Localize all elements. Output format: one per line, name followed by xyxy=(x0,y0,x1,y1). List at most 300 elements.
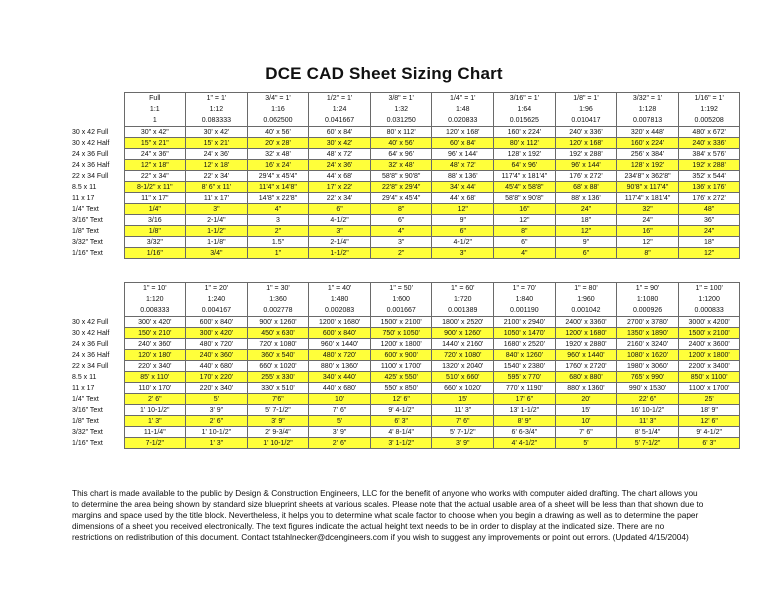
table-cell: 12' 6" xyxy=(678,416,740,427)
table-cell: 6" xyxy=(494,237,556,248)
table-cell: 24" xyxy=(678,226,740,237)
scale-header-cell: 1" = 10' xyxy=(124,283,186,295)
table-cell: 1200' x 1680' xyxy=(309,317,371,328)
table-cell: 96' x 144' xyxy=(555,160,617,171)
table-cell: 9' 4-1/2" xyxy=(370,405,432,416)
table-cell: 1500' x 2100' xyxy=(370,317,432,328)
table-cell: 120' x 168' xyxy=(555,138,617,149)
table-row xyxy=(72,204,740,215)
scale-header-cell: 1" = 90' xyxy=(617,283,679,295)
table-cell: 1' 10-1/2" xyxy=(186,427,248,438)
table-cell: 8-1/2" x 11" xyxy=(124,182,186,193)
scale-header-cell: 1:840 xyxy=(494,294,556,305)
scale-header-cell: 1/16" = 1' xyxy=(678,93,740,105)
table-row xyxy=(72,339,740,350)
table-cell: 24" x 36" xyxy=(124,149,186,160)
header-row xyxy=(72,294,740,305)
row-label: 1/16" Text xyxy=(72,249,103,257)
table-cell: 5' xyxy=(309,416,371,427)
table-cell: 17' 6" xyxy=(494,394,556,405)
table-cell: 480' x 720' xyxy=(186,339,248,350)
table-cell: 765' x 990' xyxy=(617,372,679,383)
table-cell: 11' 3" xyxy=(432,405,494,416)
table-cell: 60' x 84' xyxy=(432,138,494,149)
table-cell: 24" xyxy=(617,215,679,226)
scale-header-cell: 1" = 1' xyxy=(186,93,248,105)
table-cell: 17' x 22' xyxy=(309,182,371,193)
table-cell: 330' x 510' xyxy=(247,383,309,394)
table-cell: 1540' x 2380' xyxy=(494,361,556,372)
table-cell: 5' xyxy=(186,394,248,405)
table-cell: 16' 10-1/2" xyxy=(617,405,679,416)
table-cell: 1440' x 2160' xyxy=(432,339,494,350)
row-label: 1/8" Text xyxy=(72,417,99,425)
table-cell: 18' 9" xyxy=(678,405,740,416)
scale-header-cell: 1/2" = 1' xyxy=(309,93,371,105)
header-corner xyxy=(72,294,124,305)
scale-header-cell: 0.002083 xyxy=(309,305,371,317)
scale-header-cell: 1" = 50' xyxy=(370,283,432,295)
table-cell: 60' x 84' xyxy=(309,127,371,138)
scale-header-cell: 0.010417 xyxy=(555,115,617,127)
table-cell: 3/32" xyxy=(124,237,186,248)
table-cell: 352' x 544' xyxy=(678,171,740,182)
scale-header-cell: 1" = 70' xyxy=(494,283,556,295)
table-row xyxy=(72,350,740,361)
table-cell: 22'8" x 29'4" xyxy=(370,182,432,193)
table-cell: 40' x 56' xyxy=(247,127,309,138)
table-cell: 3/16 xyxy=(124,215,186,226)
header-row xyxy=(72,104,740,115)
table-cell: 4-1/2" xyxy=(309,215,371,226)
scale-header-cell: 1:24 xyxy=(309,104,371,115)
scale-header-cell: 0.041667 xyxy=(309,115,371,127)
table-cell: 80' x 112' xyxy=(370,127,432,138)
table-cell: 2' 6" xyxy=(309,438,371,449)
scale-header-cell: 1:240 xyxy=(186,294,248,305)
row-label: 1/4" Text xyxy=(72,205,99,213)
table-cell: 8" xyxy=(617,248,679,259)
table-cell: 3' 9" xyxy=(247,416,309,427)
row-label: 24 x 36 Full xyxy=(72,150,109,158)
table-cell: 1100' x 1700' xyxy=(678,383,740,394)
table-cell: 12" xyxy=(555,226,617,237)
table-cell: 4" xyxy=(370,226,432,237)
table-row xyxy=(72,438,740,449)
table-cell: 2' 6" xyxy=(186,416,248,427)
table-cell: 32' x 48' xyxy=(370,160,432,171)
table-cell: 240' x 336' xyxy=(555,127,617,138)
table-cell: 240' x 336' xyxy=(678,138,740,149)
scale-header-cell: 1:960 xyxy=(555,294,617,305)
table-cell: 192' x 288' xyxy=(678,160,740,171)
header-row xyxy=(72,115,740,127)
scale-header-cell: 0.004167 xyxy=(186,305,248,317)
table-cell: 450' x 630' xyxy=(247,328,309,339)
table-cell: 11" x 17" xyxy=(124,193,186,204)
table-cell: 1760' x 2720' xyxy=(555,361,617,372)
table-cell: 5' 7-1/2" xyxy=(432,427,494,438)
scale-header-cell: 0.000926 xyxy=(617,305,679,317)
table-cell: 3/4" xyxy=(186,248,248,259)
scale-header-cell: 1:96 xyxy=(555,104,617,115)
row-label: 22 x 34 Full xyxy=(72,362,109,370)
scale-header-cell: 0.000833 xyxy=(678,305,740,317)
table-row xyxy=(72,416,740,427)
table-cell: 22' 6" xyxy=(617,394,679,405)
table-cell: 30' x 42' xyxy=(186,127,248,138)
table-cell: 850' x 1100' xyxy=(678,372,740,383)
table-cell: 2" xyxy=(247,226,309,237)
table-cell: 11'4" x 14'8" xyxy=(247,182,309,193)
table-cell: 48" xyxy=(678,204,740,215)
table-cell: 8' 9" xyxy=(494,416,556,427)
table-cell: 6' 3" xyxy=(678,438,740,449)
table-cell: 425' x 550' xyxy=(370,372,432,383)
table-cell: 300' x 420' xyxy=(186,328,248,339)
table-cell: 3" xyxy=(309,226,371,237)
scale-header-cell: 0.001190 xyxy=(494,305,556,317)
table-row xyxy=(72,138,740,149)
row-label: 24 x 36 Half xyxy=(72,351,110,359)
table-cell: 600' x 840' xyxy=(186,317,248,328)
table-cell: 2700' x 3780' xyxy=(617,317,679,328)
table-cell: 1200' x 1800' xyxy=(370,339,432,350)
table-cell: 1200' x 1680' xyxy=(555,328,617,339)
table-cell: 88' x 136' xyxy=(432,171,494,182)
table-cell: 85' x 110' xyxy=(124,372,186,383)
scale-header-cell: 0.015625 xyxy=(494,115,556,127)
scale-header-cell: 0.031250 xyxy=(370,115,432,127)
table-cell: 880' x 1360' xyxy=(309,361,371,372)
table-cell: 1500' x 2100' xyxy=(678,328,740,339)
table-cell: 6' 6-3/4" xyxy=(494,427,556,438)
table-cell: 7' 6" xyxy=(432,416,494,427)
table-cell: 24' x 36' xyxy=(309,160,371,171)
row-label: 24 x 36 Half xyxy=(72,161,110,169)
table-cell: 1/8" xyxy=(124,226,186,237)
scale-header-cell: 1:480 xyxy=(309,294,371,305)
scale-table-architectural xyxy=(72,92,740,259)
table-cell: 720' x 1080' xyxy=(247,339,309,350)
table-cell: 58'8" x 90'8" xyxy=(494,193,556,204)
table-cell: 384' x 576' xyxy=(678,149,740,160)
table-cell: 1' 3" xyxy=(124,416,186,427)
table-cell: 15' xyxy=(432,394,494,405)
scale-header-cell: 0.001042 xyxy=(555,305,617,317)
table-cell: 2400' x 3360' xyxy=(555,317,617,328)
table-cell: 11' x 17' xyxy=(186,193,248,204)
scale-header-cell: Full xyxy=(124,93,186,105)
row-label: 1/16" Text xyxy=(72,439,103,447)
table-cell: 900' x 1260' xyxy=(432,328,494,339)
row-label: 30 x 42 Half xyxy=(72,329,110,337)
table-cell: 40' x 56' xyxy=(370,138,432,149)
table-cell: 7' 6" xyxy=(309,405,371,416)
table-cell: 150' x 210' xyxy=(124,328,186,339)
table-cell: 1-1/2" xyxy=(186,226,248,237)
table-cell: 6" xyxy=(309,204,371,215)
scale-header-cell: 0.001667 xyxy=(370,305,432,317)
table-cell: 128' x 192' xyxy=(494,149,556,160)
table-row xyxy=(72,237,740,248)
disclaimer-note: This chart is made available to the public by Design & Construction Engineers, LLC for the benefit of anyone who works with computer aided drafting. The chart allows you to determine the area being shown by standard size blueprint sheets at various scales. Please note that the actual usable area of a sheet will be less than that shown due to margins and space used by the title block. Nevertheless, it helps you to determine what scale factor to choose when you begin a drawing as well as to determine the paper dimensions of a sheet you received electronically. The text figures indicate the actual height text needs to be in order to display at the indicated size. There are no restrictions on redistribution of this document. Contact tstahlnecker@dcengineers.com if you wish to suggest any improvements or point out errors. (Updated 4/15/2004) xyxy=(72,488,704,542)
table-cell: 15' xyxy=(555,405,617,416)
table-cell: 120' x 168' xyxy=(432,127,494,138)
table-cell: 1350' x 1890' xyxy=(617,328,679,339)
table-cell: 660' x 1020' xyxy=(247,361,309,372)
header-corner xyxy=(72,115,124,127)
scale-header-cell: 1" = 80' xyxy=(555,283,617,295)
table-cell: 1200' x 1800' xyxy=(678,350,740,361)
table-cell: 12" xyxy=(494,215,556,226)
row-label: 11 x 17 xyxy=(72,384,95,392)
table-cell: 160' x 224' xyxy=(494,127,556,138)
table-row xyxy=(72,248,740,259)
scale-header-cell: 1" = 30' xyxy=(247,283,309,295)
table-cell: 2-1/4" xyxy=(309,237,371,248)
scale-header-cell: 1" = 60' xyxy=(432,283,494,295)
scale-table-engineering xyxy=(72,282,740,449)
table-cell: 44' x 68' xyxy=(432,193,494,204)
table-cell: 2' 6" xyxy=(124,394,186,405)
table-row xyxy=(72,127,740,138)
table-cell: 48' x 72' xyxy=(432,160,494,171)
table-cell: 4-1/2" xyxy=(432,237,494,248)
table-cell: 3" xyxy=(186,204,248,215)
table-cell: 240' x 360' xyxy=(186,350,248,361)
table-cell: 1.5" xyxy=(247,237,309,248)
table-cell: 22" x 34" xyxy=(124,171,186,182)
table-cell: 2" xyxy=(370,248,432,259)
row-label: 24 x 36 Full xyxy=(72,340,109,348)
table-cell: 48' x 72' xyxy=(309,149,371,160)
scale-header-cell: 1:1 xyxy=(124,104,186,115)
row-label: 3/32" Text xyxy=(72,428,103,436)
table-cell: 128' x 192' xyxy=(617,160,679,171)
table-cell: 90'8" x 117'4" xyxy=(617,182,679,193)
table-cell: 3000' x 4200' xyxy=(678,317,740,328)
table-cell: 58'8" x 90'8" xyxy=(370,171,432,182)
table-cell: 234'8" x 362'8" xyxy=(617,171,679,182)
table-cell: 136' x 176' xyxy=(678,182,740,193)
table-cell: 1/4" xyxy=(124,204,186,215)
scale-header-cell: 0.007813 xyxy=(617,115,679,127)
table-cell: 30" x 42" xyxy=(124,127,186,138)
table-cell: 1' 10-1/2" xyxy=(247,438,309,449)
table-cell: 6" xyxy=(555,248,617,259)
scale-header-cell: 3/32" = 1' xyxy=(617,93,679,105)
scale-header-cell: 1:192 xyxy=(678,104,740,115)
table-cell: 6' 3" xyxy=(370,416,432,427)
scale-header-cell: 0.020833 xyxy=(432,115,494,127)
row-label: 3/16" Text xyxy=(72,216,103,224)
table-row xyxy=(72,405,740,416)
table-cell: 20' xyxy=(555,394,617,405)
table-cell: 11-1/4" xyxy=(124,427,186,438)
table-row xyxy=(72,182,740,193)
table-cell: 16" xyxy=(617,226,679,237)
table-cell: 1320' x 2040' xyxy=(432,361,494,372)
table-cell: 7-1/2" xyxy=(124,438,186,449)
table-cell: 16" xyxy=(494,204,556,215)
table-cell: 6" xyxy=(432,226,494,237)
scale-header-cell: 1:128 xyxy=(617,104,679,115)
table-cell: 16' x 24' xyxy=(247,160,309,171)
table-cell: 3' 9" xyxy=(309,427,371,438)
scale-header-cell: 0.005208 xyxy=(678,115,740,127)
scale-header-cell: 1:32 xyxy=(370,104,432,115)
scale-header-cell: 1:1200 xyxy=(678,294,740,305)
table-cell: 8' 6" x 11' xyxy=(186,182,248,193)
table-cell: 660' x 1020' xyxy=(432,383,494,394)
table-cell: 170' x 220' xyxy=(186,372,248,383)
table-cell: 10' xyxy=(555,416,617,427)
scale-header-cell: 1 xyxy=(124,115,186,127)
table-cell: 440' x 680' xyxy=(309,383,371,394)
table-row xyxy=(72,193,740,204)
table-cell: 160' x 224' xyxy=(617,138,679,149)
row-label: 8.5 x 11 xyxy=(72,183,97,191)
table-cell: 12' x 18' xyxy=(186,160,248,171)
table-cell: 2160' x 3240' xyxy=(617,339,679,350)
table-cell: 29'4" x 45'4" xyxy=(370,193,432,204)
table-cell: 255' x 330' xyxy=(247,372,309,383)
scale-header-cell: 1" = 20' xyxy=(186,283,248,295)
table-cell: 1-1/2" xyxy=(309,248,371,259)
table-cell: 120' x 180' xyxy=(124,350,186,361)
table-cell: 25' xyxy=(678,394,740,405)
table-cell: 680' x 880' xyxy=(555,372,617,383)
table-cell: 600' x 840' xyxy=(309,328,371,339)
row-label: 8.5 x 11 xyxy=(72,373,97,381)
table-cell: 480' x 720' xyxy=(309,350,371,361)
scale-header-cell: 1" = 40' xyxy=(309,283,371,295)
table-cell: 10' xyxy=(309,394,371,405)
table-cell: 720' x 1080' xyxy=(432,350,494,361)
header-corner xyxy=(72,93,124,105)
scale-header-cell: 3/4" = 1' xyxy=(247,93,309,105)
header-corner xyxy=(72,305,124,317)
table-cell: 7'6" xyxy=(247,394,309,405)
scale-header-cell: 0.002778 xyxy=(247,305,309,317)
table-cell: 6" xyxy=(370,215,432,226)
table-cell: 9" xyxy=(555,237,617,248)
scale-header-cell: 3/16" = 1' xyxy=(494,93,556,105)
table-row xyxy=(72,394,740,405)
scale-header-cell: 1:720 xyxy=(432,294,494,305)
scale-header-cell: 1/8" = 1' xyxy=(555,93,617,105)
table-row xyxy=(72,149,740,160)
table-cell: 3" xyxy=(432,248,494,259)
table-row xyxy=(72,317,740,328)
table-cell: 1050' x 1470' xyxy=(494,328,556,339)
scale-header-cell: 0.083333 xyxy=(186,115,248,127)
table-cell: 8" xyxy=(370,204,432,215)
table-cell: 80' x 112' xyxy=(494,138,556,149)
table-cell: 12" x 18" xyxy=(124,160,186,171)
table-cell: 340' x 440' xyxy=(309,372,371,383)
table-cell: 5' 7-1/2" xyxy=(247,405,309,416)
table-cell: 900' x 1260' xyxy=(247,317,309,328)
table-cell: 1-1/8" xyxy=(186,237,248,248)
scale-header-cell: 1/4" = 1' xyxy=(432,93,494,105)
table-row xyxy=(72,427,740,438)
table-cell: 480' x 672' xyxy=(678,127,740,138)
table-cell: 30' x 42' xyxy=(309,138,371,149)
table-cell: 960' x 1440' xyxy=(555,350,617,361)
table-row xyxy=(72,361,740,372)
row-label: 11 x 17 xyxy=(72,194,95,202)
scale-header-cell: 3/8" = 1' xyxy=(370,93,432,105)
row-label: 22 x 34 Full xyxy=(72,172,109,180)
table-cell: 5' xyxy=(555,438,617,449)
row-label: 1/8" Text xyxy=(72,227,99,235)
table-cell: 960' x 1440' xyxy=(309,339,371,350)
header-corner xyxy=(72,104,124,115)
table-cell: 510' x 660' xyxy=(432,372,494,383)
table-cell: 15' x 21' xyxy=(186,138,248,149)
table-cell: 68' x 88' xyxy=(555,182,617,193)
header-row xyxy=(72,283,740,295)
table-cell: 2100' x 2940' xyxy=(494,317,556,328)
table-cell: 96' x 144' xyxy=(432,149,494,160)
table-cell: 34' x 44' xyxy=(432,182,494,193)
table-cell: 45'4" x 58'8" xyxy=(494,182,556,193)
table-cell: 117'4" x 181'4" xyxy=(617,193,679,204)
table-cell: 18" xyxy=(555,215,617,226)
row-label: 30 x 42 Full xyxy=(72,318,109,326)
row-label: 1/4" Text xyxy=(72,395,99,403)
table-cell: 7' 6" xyxy=(555,427,617,438)
table-cell: 11' 3" xyxy=(617,416,679,427)
table-cell: 12" xyxy=(678,248,740,259)
scale-header-cell: 0.008333 xyxy=(124,305,186,317)
table-cell: 117'4" x 181'4" xyxy=(494,171,556,182)
table-cell: 1/16" xyxy=(124,248,186,259)
table-cell: 44' x 68' xyxy=(309,171,371,182)
table-cell: 32" xyxy=(617,204,679,215)
table-cell: 240' x 360' xyxy=(124,339,186,350)
table-row xyxy=(72,160,740,171)
table-cell: 22' x 34' xyxy=(186,171,248,182)
table-cell: 4" xyxy=(247,204,309,215)
table-cell: 110' x 170' xyxy=(124,383,186,394)
table-cell: 18" xyxy=(678,237,740,248)
table-cell: 1100' x 1700' xyxy=(370,361,432,372)
scale-header-cell: 1:16 xyxy=(247,104,309,115)
scale-header-cell: 1:120 xyxy=(124,294,186,305)
table-cell: 600' x 900' xyxy=(370,350,432,361)
row-label: 3/32" Text xyxy=(72,238,103,246)
table-row xyxy=(72,171,740,182)
table-cell: 12" xyxy=(432,204,494,215)
row-label: 3/16" Text xyxy=(72,406,103,414)
table-cell: 4' 8-1/4" xyxy=(370,427,432,438)
table-cell: 12" xyxy=(617,237,679,248)
table-cell: 360' x 540' xyxy=(247,350,309,361)
scale-header-cell: 0.062500 xyxy=(247,115,309,127)
table-cell: 4" xyxy=(494,248,556,259)
table-cell: 64' x 96' xyxy=(370,149,432,160)
scale-header-cell: 1:360 xyxy=(247,294,309,305)
table-cell: 300' x 420' xyxy=(124,317,186,328)
table-cell: 29'4" x 45'4" xyxy=(247,171,309,182)
table-row xyxy=(72,383,740,394)
table-cell: 64' x 96' xyxy=(494,160,556,171)
header-row xyxy=(72,305,740,317)
table-cell: 1920' x 2880' xyxy=(555,339,617,350)
